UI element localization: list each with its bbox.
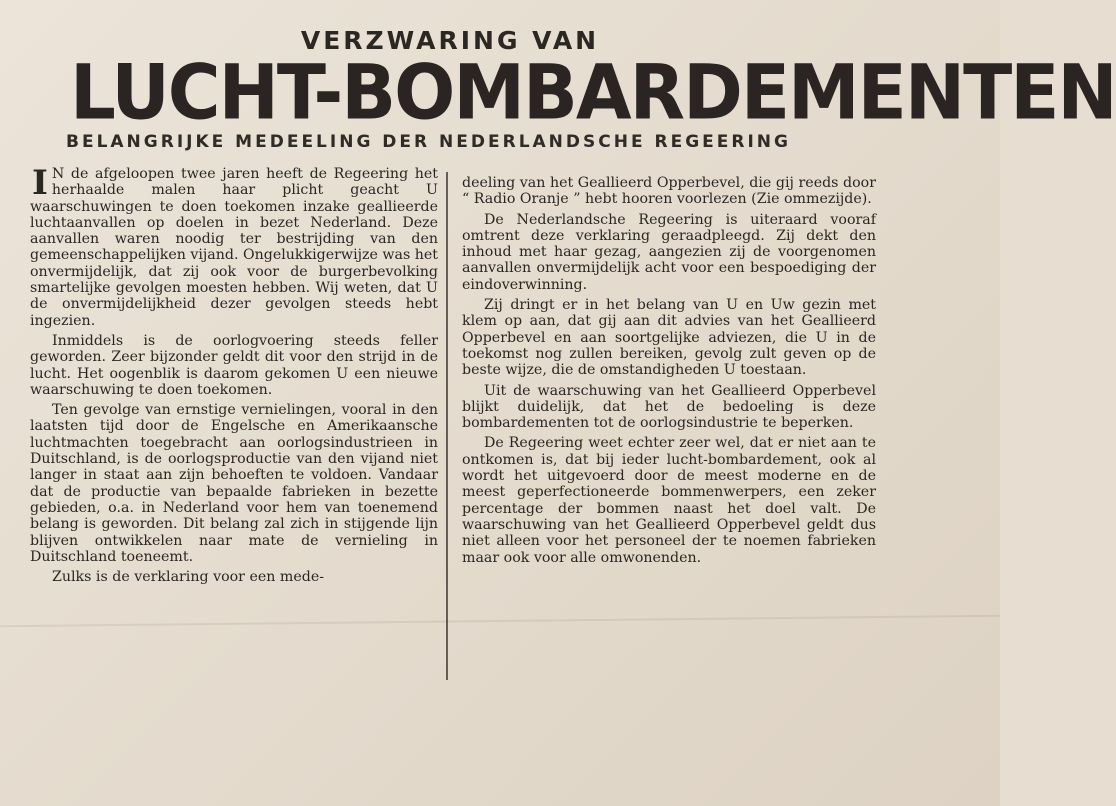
right-paragraph-2: De Nederlandsche Regeering is uiteraard vooraf omtrent deze verklaring geraadpleegd. Zij dekt den inhoud met haar gezag, aangezien zij de voorgenomen aanvallen onvermijdelijk acht voor een bespoediging der eindoverwinning. <box>462 211 876 293</box>
right-paragraph-3: Zij dringt er in het belang van U en Uw gezin met klem op aan, dat gij aan dit advies van het Geallieerd Opperbevel en aan soortgelijke adviezen, die U in de toekomst nog zullen bereiken, gevolg zult geven op de beste wijze, die de omstandigheden U toestaan. <box>462 297 876 379</box>
right-paragraph-5: De Regeering weet echter zeer wel, dat er niet aan te ontkomen is, dat bij ieder lucht-bombardement, ook al wordt het uitgevoerd door de meest moderne en de meest geperfectioneerde bommenwerpers, een zeker percentage der bommen naast het doel valt. De waarschuwing van het Geallieerd Opperbevel geldt dus niet alleen voor het personeel der te noemen fabrieken maar ook voor alle omwonenden. <box>462 435 876 566</box>
right-paragraph-1: deeling van het Geallieerd Opperbevel, die gij reeds door “ Radio Oranje ” hebt hooren voorlezen (Zie ommezijde). <box>462 175 876 208</box>
right-column <box>462 175 876 570</box>
left-column <box>30 163 439 589</box>
left-paragraph-4: Zulks is de verklaring voor een mede- <box>52 569 325 586</box>
header-small: VERZWARING VAN <box>300 26 600 55</box>
header-subtitle: BELANGRIJKE MEDEELING DER NEDERLANDSCHE REGEERING <box>66 132 791 152</box>
left-paragraph-1-text: N de afgeloopen twee jaren heeft de Regeering het herhaalde malen haar plicht geacht U waarschuwingen te doen toekomen inzake geallieerde luchtaanvallen op doelen in bezet Nederland. Deze aanvallen waren noodig ter bestrijding van den gemeenschappelijken vijand. Ongelukkigerwijze was het onvermijdelijk, dat zij ook voor de burgerbevolking smartelijke gevolgen moesten hebben. Wij weten, dat U de onvermijdelijkheid dezer gevolgen steeds hebt ingezien. <box>30 166 439 329</box>
right-paragraph-4: Uit de waarschuwing van het Geallieerd Opperbevel blijkt duidelijk, dat het de bedoeling is deze bombardementen tot de oorlogsindustrie te beperken. <box>462 382 876 432</box>
dropcap: I <box>32 163 48 203</box>
left-paragraph-2: Inmiddels is de oorlogvoering steeds feller geworden. Zeer bijzonder geldt dit voor den strijd in de lucht. Het oogenblik is daarom gekomen U een nieuwe waarschuwing te doen toekomen. <box>30 332 438 398</box>
left-paragraph-3: Ten gevolge van ernstige vernielingen, vooral in den laatsten tijd door de Engelsche en Amerikaansche luchtmachten toegebracht aan oorlogsindustrieen in Duitschland, is de oorlogsproductie van den vijand niet langer in staat aan zijn behoeften te voldoen. Vandaar dat de productie van bepaalde fabrieken in bezette gebieden, o.a. in Nederland voor hem van toenemend belang is geworden. Dit belang zal zich in stijgende lijn blijven ontwikkelen naar mate de vernieling in Duitschland toeneemt. <box>30 402 438 565</box>
header-title: LUCHT-BOMBARDEMENTEN <box>70 47 1116 137</box>
paper-fold-crease <box>0 615 1000 627</box>
column-divider <box>446 172 448 680</box>
left-paragraph-1 <box>30 163 439 329</box>
